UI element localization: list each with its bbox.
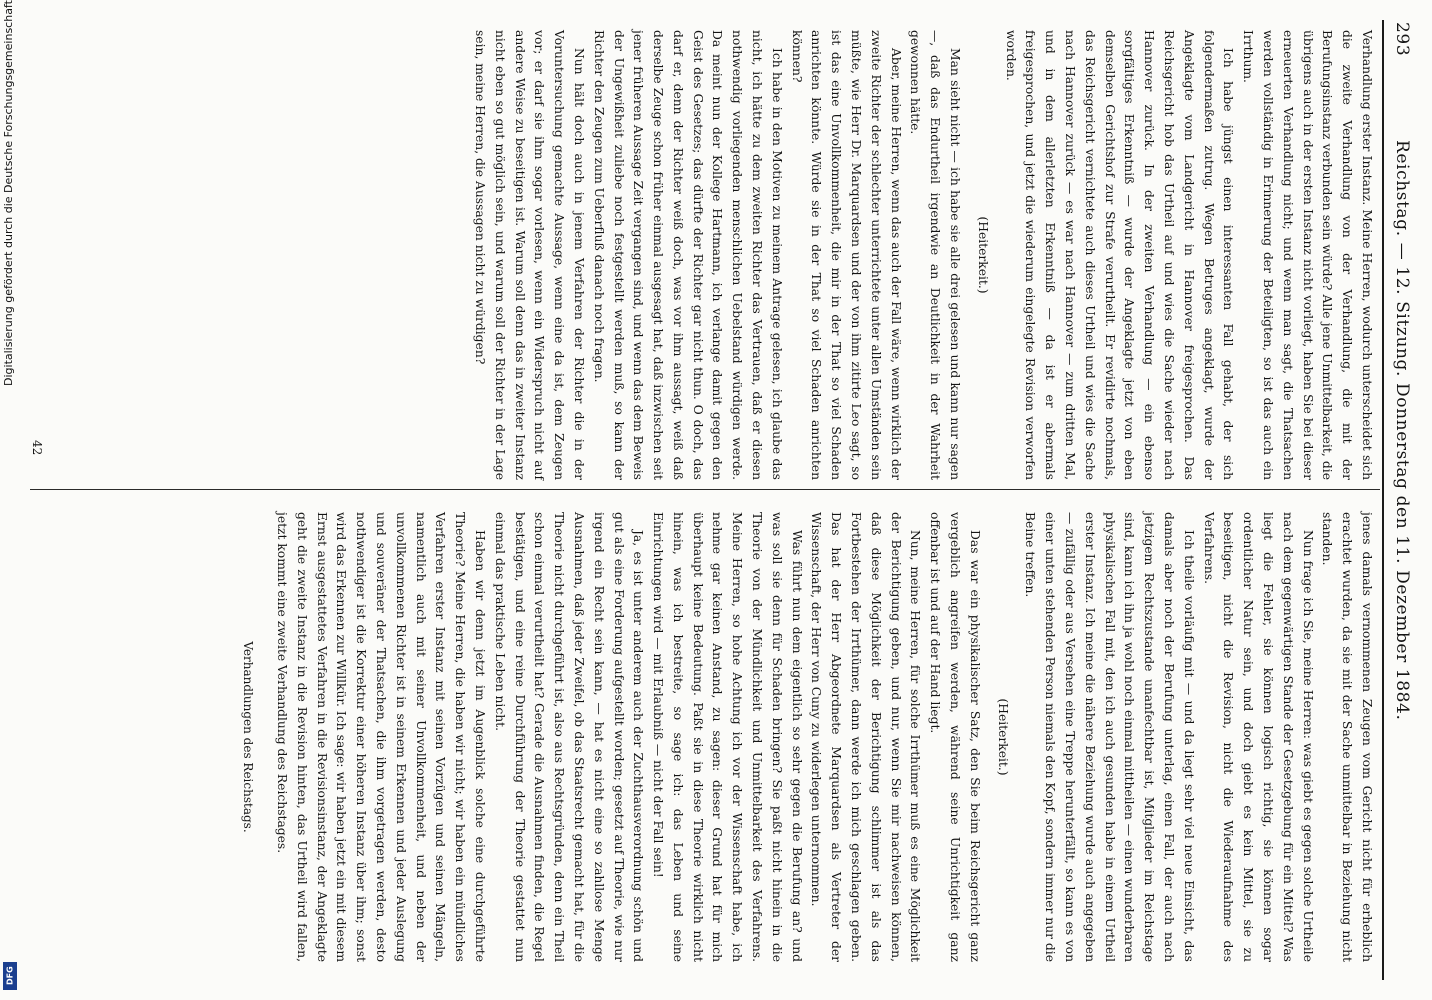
- paragraph: Ich theile vorläufig mit — und da liegt sehr viel neue Einsicht, das damals aber noch der Berufung unterlag, einen Fall, der auch nach jetzigem Rechtszustande unanfechtbar ist, Mitglieder im Reichstage sind, kann ich ihn ja wohl noch einmal mittheilen — einen wunderbaren physikalischen Fall mit, den ich auch gesunden habe in einem Urtheil erster Instanz. Ich meine die nähere Beziehung wurde auch angegeben — zufällig oder aus Versehen eine Treppe herunterfällt, so kann es von einer unten stehenden Person niemals den Kopf, sondern immer nur die Beine treffen.: [1023, 512, 1196, 962]
- paragraph: Ja, es ist unter anderem auch der Zuchthausverordnung schön und gut als eine Forderung aufgestellt worden; gesetzt auf Theorie, wie nur irgend ein Recht sein kann, — hat es nicht eine so zahllose Menge Ausnahmen, daß jeder Zweifel, ob das Staatsrecht gemacht hat, für die Theorie nicht durchgeführt ist, also aus Rechtsgründen, denn ein Theil schon einmal verurtheilt hat? Gerade die Ausnahmen finden, die Regel bestätigen, und eine reine Durchführung der Theorie gestattet nun einmal das praktische Leben nicht.: [492, 512, 646, 962]
- header-rule: [1382, 20, 1384, 980]
- running-title: Reichstag. — 12. Sitzung. Donnerstag den 11. Dezember 1884.: [1392, 140, 1412, 721]
- paragraph: jenes damals vernommenen Zeugen vom Gericht nicht für erheblich erachtet wurden, da sie mit der Sache unmittelbar in Beziehung nicht standen.: [1320, 512, 1374, 962]
- sheet-signature: 42: [30, 440, 44, 456]
- digitization-credit: Digitalisierung gefördert durch die Deutsche Forschungsgemeinschaft: [2, 0, 15, 386]
- paragraph: Nun hält doch auch in jenem Verfahren der Richter die in der Voruntersuchung gemachte Aussage, wenn eine da ist, dem Zeugen vor; er darf sie ihm sogar vorlesen, wenn ein Widerspruch nicht auf andere Weise zu beseitigen ist. Warum soll denn das in zweiter Instanz nicht eben so gut möglich sein, und warum soll der Richter in der Lage sein, meine Herren, die Aussagen nicht zu würdigen?: [472, 30, 586, 480]
- interjection: (Heiterkeit.): [995, 698, 1010, 776]
- paragraph: Man sieht nicht — ich habe sie alle drei gelesen und kann nur sagen —, daß das Endurtheil irgendwie an Deutlichkeit in der Wahrheit gewonnen hätte.: [908, 30, 963, 480]
- interjection: (Heiterkeit.): [975, 216, 990, 294]
- paragraph: Was führt nun dem eigentlich so sehr gegen die Berufung an? und was soll sie denn für Schaden bringen? Sie paßt nicht hinein in die Theorie von der Mündlichkeit und Unmittelbarkeit des Verfahrens. Meine Herren, so hohe Achtung ich vor der Wissenschaft habe, ich nehme gar keinen Anstand, zu sagen: dieser Grund hat für mich überhaupt keine Bedeutung. Paßt sie in diese Theorie wirklich nicht hinein, was ich bestreite, so sage ich: das Leben und seine Einrichtungen wird — mit Erlaubniß — nicht der Fall sein!: [651, 512, 804, 962]
- paragraph: Ich habe in den Motiven zu meinem Antrage gelesen, ich glaube das nicht, ich hätte zu dem zweiten Richter das Vertrauen, daß er diesen nothwendig vorliegenden menschlichen Uebelstand würdigen werde. Da meint nun der Kollege Hartmann, ich verlange damit gegen den Geist des Gesetzes; das dürfte der Richter gar nicht thun. O doch, das darf er, denn der Richter weiß doch, was vor ihm aussagt, weiß daß derselbe Zeuge schon früher einmal ausgesagt hat, daß inzwischen seit jener früheren Aussage Zeit vergangen sind, und wenn das dem Beweis der Ungewißheit zuliebe noch festgestellt werden muß, so kann der Richter den Zeugen zum Ueberfluß danach noch fragen.: [591, 30, 784, 480]
- paragraph: Nun, meine Herren, für solche Irrthümer muß es eine Möglichkeit der Berichtigung geben, und nur, wenn Sie mir nachweisen können, daß diese Möglichkeit der Berichtigung schlimmer ist als das Fortbestehen der Irrthümer, dann werde ich mich geschlagen geben. Das hat der Herr Abgeordnete Marquardsen als Vertreter der Wissenschaft, der Herr von Cuny zu widerlegen unternommen.: [809, 512, 923, 962]
- paragraph: Nun frage ich Sie, meine Herren: was giebt es gegen solche Urtheile nach dem gegenwärtigen Stande der Gesetzgebung für ein Mittel? Was liegt die Fehler, sie können logisch richtig, sie können sogar ordentlicher Natur sein, und doch giebt es kein Mittel, sie zu beseitigen, nicht die Revision, nicht die Wiederaufnahme des Verfahrens.: [1201, 512, 1315, 962]
- column-right: [237, 512, 1376, 962]
- column-divider: [30, 489, 1380, 490]
- credit-strip: [0, 0, 22, 1000]
- paragraph: Aber, meine Herren, wenn das auch der Fall wäre, wenn wirklich der zweite Richter der schlechter unterrichtete unter allen Umständen sein müßte, wie Herr Dr. Marquardsen und der von ihm zitirte Leo sagt, so ist das eine Unvollkommenheit, die mir in der That so viel Schaden anrichten könnte. Würde sie in der That so viel Schaden anrichten können?: [789, 30, 903, 480]
- page-header: [1386, 22, 1412, 970]
- dfg-logo: DFG: [3, 962, 17, 990]
- paragraph: Das war ein physikalischer Satz, den Sie beim Reichsgericht ganz vergeblich angreifen werden, während seine Unrichtigkeit ganz offenbar ist und auf der Hand liegt.: [928, 512, 982, 962]
- paragraph: Haben wir denn jetzt im Augenblick solche eine durchgeführte Theorie? Meine Herren, die haben wir nicht; wir haben ein mündliches Verfahren erster Instanz mit seinen Vorzügen und seinen Mängeln, namentlich auch mit seiner Unvollkommenheit, und neben der unvollkommenen Richter ist in seinem Erkennen und jeder Auslegung und souveräner der Thatsachen, die ihm vorgetragen werden, desto nothwendiger ist die Korrektur einer höheren Instanz über ihm; sonst wird das Erkennen zur Willkür. Ich sage: wir haben jetzt ein mit diesem Ernst ausgestattetes Verfahren in die Revisionsinstanz, der Angeklagte geht die zweite Instanz in die Revision hinten, das Urtheil wird fallen, jetzt kommt eine zweite Verhandlung des Reichstages.: [274, 512, 487, 962]
- signature-line: Verhandlungen des Reichstags.: [241, 641, 256, 833]
- paragraph: Ich habe jüngst einen interessanten Fall gehabt, der sich folgendermaßen zutrug. Wegen Betruges angeklagt, wurde der Angeklagte vom Landgericht in Hannover freigesprochen. Das Reichsgericht hob das Urtheil auf und wies die Sache wieder nach Hannover zurück. In der zweiten Verhandlung — ein ebenso sorgfältiges Erkenntniß — wurde der Angeklagte jetzt von eben demselben Gerichtshof zur Strafe verurtheilt. Er revidirte nochmals, das Reichsgericht vernichtete auch dieses Urtheil und wies die Sache nach Hannover zurück — es war nach Hannover — zum dritten Mal, und in dem allerletzten Erkenntniß — da ist er abermals freigesprochen, und jetzt die wiederum eingelegte Revision verworfen worden.: [1003, 30, 1236, 480]
- column-left: [469, 30, 1376, 480]
- paragraph: Verhandlung erster Instanz. Meine Herren, wodurch unterscheidet sich die zweite Verhandlung von der Verhandlung, die mit der Berufungsinstanz verbunden sein würde? Alle jene Unmittelbarkeit, die übrigens auch in der ersten Instanz nicht vorliegt, haben Sie bei dieser erneuerten Verhandlung nicht; und wenn man sagt, die Thatsachen werden vollständig in Erinnerung der Beteiligten, so ist das auch ein Irrthum.: [1241, 30, 1374, 480]
- page-number: 293: [1392, 22, 1412, 57]
